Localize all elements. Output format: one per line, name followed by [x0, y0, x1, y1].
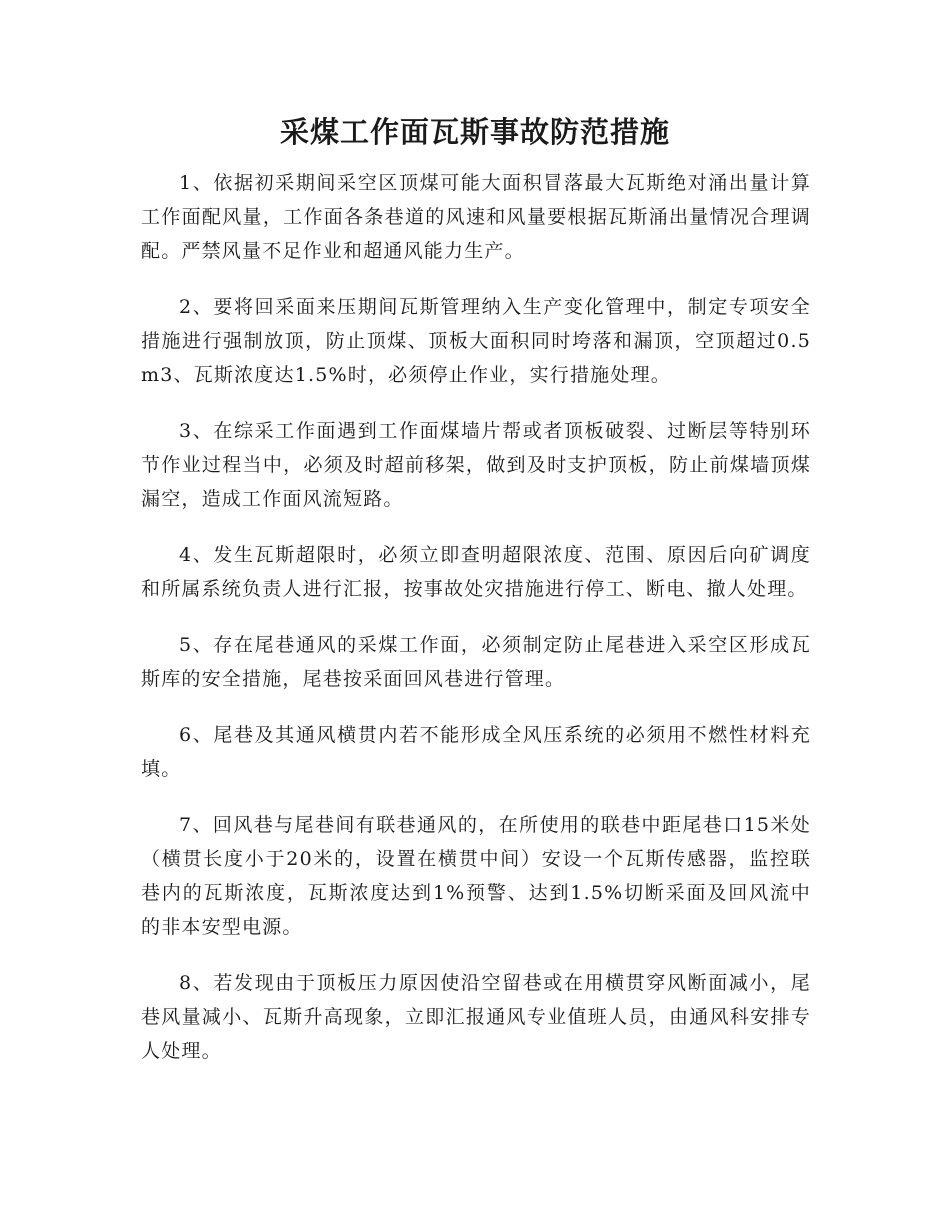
paragraph-5: 5、存在尾巷通风的采煤工作面，必须制定防止尾巷进入采空区形成瓦斯库的安全措施，尾巷按采面回风巷进行管理。: [141, 634, 811, 690]
paragraph-4: 4、发生瓦斯超限时，必须立即查明超限浓度、范围、原因后向矿调度和所属系统负责人进行汇报，按事故处灾措施进行停工、断电、撤人处理。: [141, 544, 811, 600]
paragraph-7: 7、回风巷与尾巷间有联巷通风的，在所使用的联巷中距尾巷口15米处（横贯长度小于20米的，设置在横贯中间）安设一个瓦斯传感器，监控联巷内的瓦斯浓度，瓦斯浓度达到1%预警、达到1.5%切断采面及回风流中的非本安型电源。: [141, 814, 811, 938]
paragraph-2: 2、要将回采面来压期间瓦斯管理纳入生产变化管理中，制定专项安全措施进行强制放顶，防止顶煤、顶板大面积同时垮落和漏顶，空顶超过0.5m3、瓦斯浓度达1.5%时，必须停止作业，实行措施处理。: [141, 296, 811, 386]
paragraph-8: 8、若发现由于顶板压力原因使沿空留巷或在用横贯穿风断面减小，尾巷风量减小、瓦斯升高现象，立即汇报通风专业值班人员，由通风科安排专人处理。: [141, 972, 811, 1062]
paragraph-1: 1、依据初采期间采空区顶煤可能大面积冒落最大瓦斯绝对涌出量计算工作面配风量，工作面各条巷道的风速和风量要根据瓦斯涌出量情况合理调配。严禁风量不足作业和超通风能力生产。: [141, 172, 811, 262]
paragraph-3: 3、在综采工作面遇到工作面煤墙片帮或者顶板破裂、过断层等特别环节作业过程当中，必须及时超前移架，做到及时支护顶板，防止前煤墙顶煤漏空，造成工作面风流短路。: [141, 420, 811, 510]
paragraph-6: 6、尾巷及其通风横贯内若不能形成全风压系统的必须用不燃性材料充填。: [141, 724, 811, 780]
document-title: 采煤工作面瓦斯事故防范措施: [279, 115, 670, 149]
document-body: [141, 166, 811, 1090]
